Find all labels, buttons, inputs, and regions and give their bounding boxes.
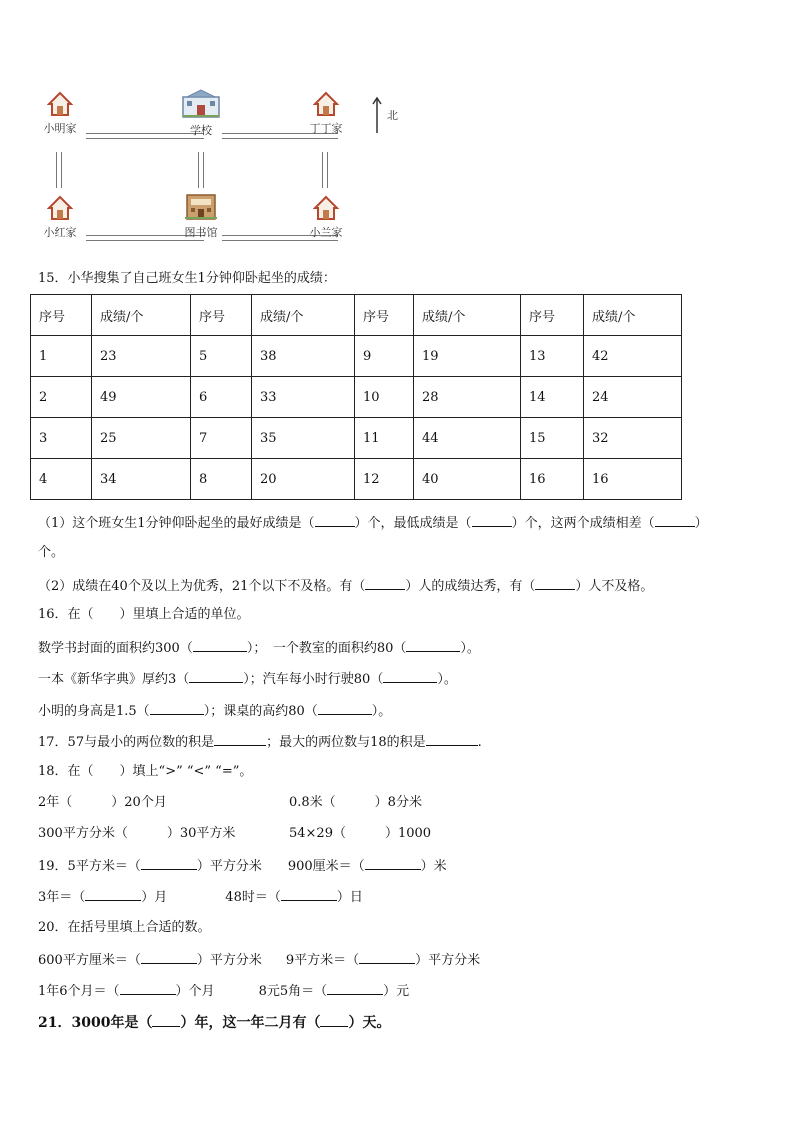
answer-blank[interactable] — [141, 951, 197, 964]
table-header-cell: 成绩/个 — [414, 295, 521, 336]
node-xiaolan-home — [306, 195, 346, 240]
table-header-cell: 成绩/个 — [252, 295, 355, 336]
table-cell: 6 — [191, 377, 252, 418]
node-label: 图书馆 — [184, 226, 218, 239]
q21-text: 21．3000年是（ — [38, 1015, 153, 1031]
table-header-cell: 序号 — [355, 295, 414, 336]
answer-blank[interactable] — [150, 702, 204, 715]
table-cell: 44 — [414, 418, 521, 459]
table-header-cell: 序号 — [31, 295, 92, 336]
q21-text: ）年，这一年二月有（ — [180, 1015, 321, 1031]
q20-text: ）平方分米 — [415, 953, 481, 968]
q15-sub2-text: ）人的成绩达秀，有（ — [405, 579, 536, 594]
table-cell: 42 — [584, 336, 682, 377]
q16-text: ）； 一个教室的面积约80（ — [246, 641, 407, 656]
q18-r1b: 0.8米（ ）8分米 — [289, 795, 422, 810]
table-cell: 9 — [355, 336, 414, 377]
table-cell: 16 — [584, 459, 682, 500]
answer-blank[interactable] — [327, 982, 383, 995]
q20-row1 — [38, 951, 480, 969]
answer-blank[interactable] — [406, 639, 460, 652]
q16-text: ）。 — [437, 672, 457, 687]
situp-score-table — [30, 294, 682, 500]
house-icon — [306, 195, 346, 221]
table-cell: 7 — [191, 418, 252, 459]
school-icon — [176, 89, 226, 119]
q15-sub1-continuation: 个。 — [38, 545, 65, 560]
q16-text: 一本《新华字典》厚约3（ — [38, 672, 190, 687]
q15-sub1-text: （1）这个班女生1分钟仰卧起坐的最好成绩是（ — [38, 516, 315, 531]
q20-text: ）个月 — [175, 984, 215, 999]
q17-text: ；最大的两位数与18的积是 — [266, 735, 426, 750]
table-cell: 14 — [521, 377, 584, 418]
house-icon — [306, 91, 346, 117]
q18-r2a: 300平方分米（ ）30平方米 — [38, 826, 236, 841]
table-cell: 33 — [252, 377, 355, 418]
q20-text: 9平方米＝（ — [285, 953, 360, 968]
q15-sub1-text: ） — [694, 516, 708, 531]
answer-blank[interactable] — [152, 1014, 180, 1027]
table-header-cell: 序号 — [521, 295, 584, 336]
node-label: 小红家 — [43, 226, 77, 239]
road-school-library — [198, 152, 204, 188]
node-xiaoming-home — [40, 91, 80, 136]
table-cell: 20 — [252, 459, 355, 500]
answer-blank[interactable] — [193, 639, 247, 652]
answer-blank[interactable] — [383, 670, 437, 683]
q15-sub2-text: （2）成绩在40个及以上为优秀，21个以下不及格。有（ — [38, 579, 366, 594]
table-header-row — [31, 295, 682, 336]
table-row — [31, 459, 682, 500]
node-label: 学校 — [190, 124, 212, 137]
answer-blank[interactable] — [365, 577, 405, 590]
answer-blank[interactable] — [281, 888, 337, 901]
q16-text: ）；汽车每小时行驶80（ — [243, 672, 384, 687]
q15-sub1-text: ）个，最低成绩是（ — [354, 516, 472, 531]
table-header-cell: 序号 — [191, 295, 252, 336]
house-icon — [40, 91, 80, 117]
answer-blank[interactable] — [141, 857, 197, 870]
node-label: 小明家 — [43, 122, 77, 135]
q20-title: 20．在括号里填上合适的数。 — [38, 920, 211, 935]
table-cell: 19 — [414, 336, 521, 377]
q16-line1 — [38, 639, 480, 657]
north-indicator — [371, 95, 398, 135]
answer-blank[interactable] — [85, 888, 141, 901]
table-row — [31, 336, 682, 377]
node-dingding-home — [306, 91, 346, 136]
location-map — [30, 85, 410, 255]
q16-title: 16．在（ ）里填上合适的单位。 — [38, 607, 250, 622]
node-library — [178, 191, 224, 240]
q19-text: 900厘米＝（ — [287, 859, 365, 874]
answer-blank[interactable] — [214, 733, 266, 746]
table-cell: 40 — [414, 459, 521, 500]
answer-blank[interactable] — [315, 514, 355, 527]
q19-text: ）日 — [336, 890, 363, 905]
table-cell: 49 — [92, 377, 191, 418]
answer-blank[interactable] — [189, 670, 243, 683]
table-cell: 10 — [355, 377, 414, 418]
q19-row1 — [38, 857, 447, 875]
table-cell: 24 — [584, 377, 682, 418]
q15-sub1-text: ）个，这两个成绩相差（ — [511, 516, 655, 531]
table-cell: 34 — [92, 459, 191, 500]
q17 — [38, 733, 482, 751]
answer-blank[interactable] — [535, 577, 575, 590]
q16-text: ）。 — [371, 704, 392, 719]
road-xiaoming-xiaohong — [56, 152, 62, 188]
q20-text: ）平方分米 — [196, 953, 262, 968]
table-cell: 1 — [31, 336, 92, 377]
answer-blank[interactable] — [365, 857, 421, 870]
table-cell: 11 — [355, 418, 414, 459]
road-dingding-xiaolan — [322, 152, 328, 188]
answer-blank[interactable] — [120, 982, 176, 995]
table-cell: 32 — [584, 418, 682, 459]
north-label: 北 — [387, 109, 398, 122]
answer-blank[interactable] — [655, 514, 695, 527]
table-cell: 2 — [31, 377, 92, 418]
table-header-cell: 成绩/个 — [584, 295, 682, 336]
q17-text: . — [477, 735, 482, 750]
q16-text: 数学书封面的面积约300（ — [38, 641, 193, 656]
node-label: 丁丁家 — [309, 122, 343, 135]
q20-text: 1年6个月＝（ — [38, 984, 120, 999]
q20-text: ）元 — [383, 984, 410, 999]
table-cell: 15 — [521, 418, 584, 459]
q19-text: ）米 — [420, 859, 447, 874]
table-cell: 25 — [92, 418, 191, 459]
q19-row2 — [38, 888, 363, 906]
table-row — [31, 418, 682, 459]
q15-sub2 — [38, 577, 653, 595]
q21 — [38, 1014, 390, 1031]
node-xiaohong-home — [40, 195, 80, 240]
q19-text: 48时＝（ — [225, 890, 281, 905]
node-school — [176, 89, 226, 138]
table-cell: 4 — [31, 459, 92, 500]
table-cell: 8 — [191, 459, 252, 500]
table-cell: 28 — [414, 377, 521, 418]
q15-sub1 — [38, 514, 708, 532]
q19-text: 19．5平方米＝（ — [38, 859, 141, 874]
q20-text: 600平方厘米＝（ — [38, 953, 141, 968]
table-cell: 5 — [191, 336, 252, 377]
q18-r1a: 2年（ ）20个月 — [38, 795, 167, 810]
node-label: 小兰家 — [309, 226, 343, 239]
table-cell: 3 — [31, 418, 92, 459]
q16-line2 — [38, 670, 457, 688]
answer-blank[interactable] — [320, 1014, 348, 1027]
table-cell: 38 — [252, 336, 355, 377]
table-cell: 23 — [92, 336, 191, 377]
q20-row2 — [38, 982, 409, 1000]
north-arrow-icon — [371, 95, 383, 135]
q19-text: ）平方分米 — [196, 859, 262, 874]
q18-title: 18．在（ ）填上“>” “<” “=”。 — [38, 764, 253, 779]
answer-blank[interactable] — [426, 733, 478, 746]
q19-text: 3年＝（ — [38, 890, 86, 905]
table-row — [31, 377, 682, 418]
table-cell: 16 — [521, 459, 584, 500]
q16-line3 — [38, 702, 391, 720]
q16-text: ）。 — [460, 641, 480, 656]
answer-blank[interactable] — [472, 514, 512, 527]
q21-text: ）天。 — [348, 1015, 391, 1031]
table-cell: 12 — [355, 459, 414, 500]
table-cell: 35 — [252, 418, 355, 459]
answer-blank[interactable] — [318, 702, 372, 715]
q20-text: 8元5角＝（ — [258, 984, 328, 999]
q17-text: 17．57与最小的两位数的积是 — [38, 735, 215, 750]
q15-sub2-text: ）人不及格。 — [575, 579, 654, 594]
q18-r2b: 54×29（ ）1000 — [289, 826, 432, 841]
answer-blank[interactable] — [359, 951, 415, 964]
q15-title: 15．小华搜集了自己班女生1分钟仰卧起坐的成绩： — [38, 271, 336, 286]
q19-text: ）月 — [141, 890, 168, 905]
library-icon — [178, 191, 224, 221]
q16-text: ）；课桌的高约80（ — [203, 704, 318, 719]
table-cell: 13 — [521, 336, 584, 377]
house-icon — [40, 195, 80, 221]
table-header-cell: 成绩/个 — [92, 295, 191, 336]
q16-text: 小明的身高是1.5（ — [38, 704, 150, 719]
